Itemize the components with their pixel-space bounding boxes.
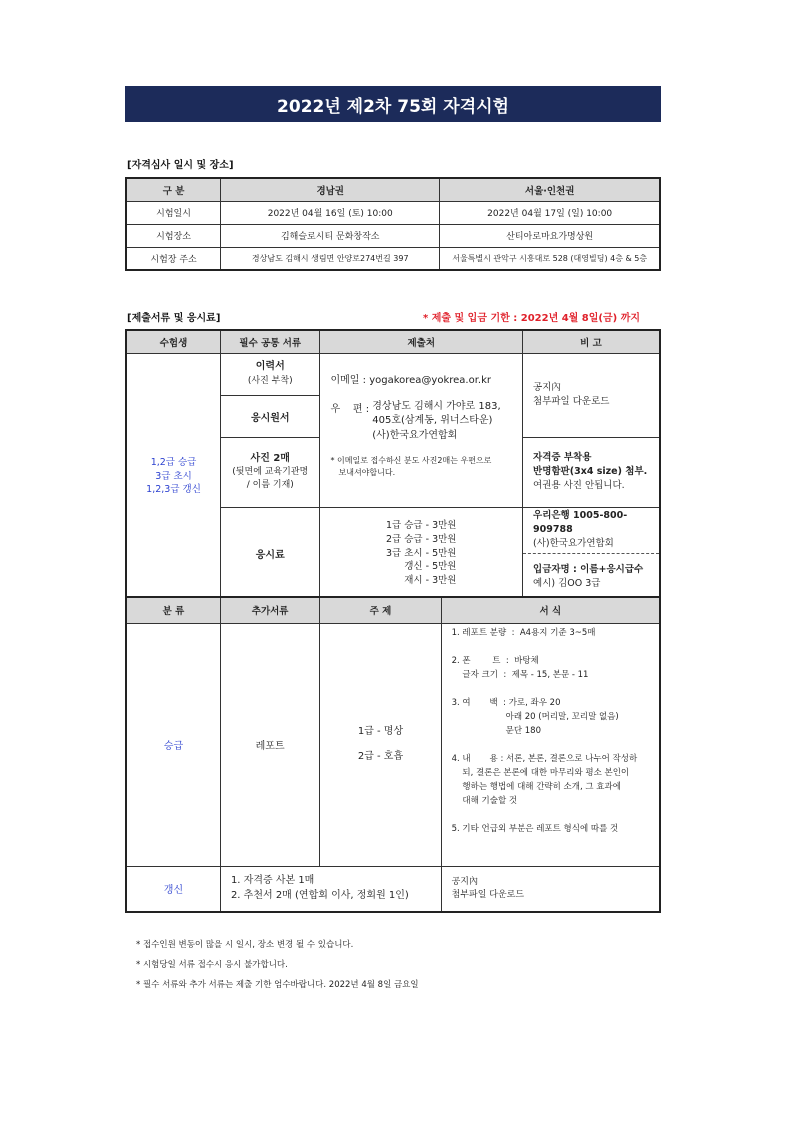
row-label-date: 시험일시	[126, 201, 221, 224]
submit-post	[330, 400, 522, 444]
format-line-5	[452, 682, 659, 696]
fee-item-4: 갱신 - 5만원	[404, 561, 457, 573]
header-remarks: 비 고	[523, 330, 660, 353]
promo-topics	[320, 623, 441, 866]
topic-2: 2급 - 호흡	[357, 750, 404, 762]
format-line-7: 아래 20 (머리말, 꼬리말 없음)	[451, 711, 619, 722]
payer-info	[523, 554, 659, 600]
doc-fee: 응시료	[221, 507, 320, 601]
footnote-2: * 시험당일 서류 접수시 응시 불가합니다.	[136, 960, 288, 970]
header-submit-to: 제출처	[320, 330, 523, 353]
remark-attachment: 첨부파일 다운로드	[533, 396, 610, 407]
remark-download	[523, 353, 660, 437]
section-exam-schedule-heading: [자격심사 일시 및 장소]	[127, 160, 234, 171]
gyeongnam-venue: 김해슬로시티 문화창작소	[221, 224, 440, 247]
submit-post-note	[330, 455, 522, 478]
remark-photo-3: 여권용 사진 안됩니다.	[533, 479, 625, 491]
applicant-type-3: 1,2,3급 갱신	[146, 484, 201, 496]
submit-post-label: 우 편 :	[330, 403, 373, 415]
promo-label: 승급	[126, 623, 220, 866]
submit-post-note-1: * 이메일로 접수하신 분도 사진2매는 우편으로	[330, 456, 492, 465]
remark-bank	[523, 507, 660, 601]
format-line-10: 4. 내 용 : 서론, 본론, 결론으로 나누어 작성하	[451, 753, 638, 764]
additional-docs-table	[125, 596, 661, 913]
header-applicant: 수험생	[126, 330, 221, 353]
seoul-venue: 산티아로마요가명상원	[440, 224, 660, 247]
format-line-9	[452, 738, 659, 752]
bank-info	[523, 508, 659, 554]
format-line-3: 2. 폰 트 : 바탕체	[451, 655, 539, 666]
doc-resume	[221, 353, 320, 395]
gyeongnam-address: 경상남도 김해시 생림면 안양로274번길 397	[221, 247, 440, 270]
renew-remark	[441, 866, 660, 912]
page-title: 2022년 제2차 75회 자격시험	[125, 86, 661, 122]
format-line-11: 되, 결론은 본론에 대한 마무리와 평소 본인이	[451, 767, 630, 778]
renew-label: 갱신	[126, 866, 220, 912]
format-line-14	[452, 808, 659, 822]
format-line-4: 글자 크기 : 제목 - 15, 본문 - 11	[451, 669, 589, 680]
submit-post-note-2: 보내셔야합니다.	[338, 467, 396, 477]
section-documents-heading: [제출서류 및 응시료]	[127, 313, 221, 324]
footnote-1: * 접수인원 변동이 많을 시 일시, 장소 변경 될 수 있습니다.	[136, 940, 354, 950]
payer-example: 예시) 김OO 3급	[533, 577, 601, 589]
fee-list	[320, 507, 523, 601]
format-line-1: 1. 레포트 분량 : A4용지 기준 3~5매	[451, 627, 596, 638]
submit-post-address	[372, 400, 500, 444]
deadline-notice: * 제출 및 입금 기한 : 2022년 4월 8일(금) 까지	[423, 313, 641, 324]
row-label-address: 시험장 주소	[126, 247, 221, 270]
format-line-12: 행하는 행법에 대해 간략히 소개, 그 효과에	[451, 781, 621, 792]
renew-remark-2: 첨부파일 다운로드	[451, 889, 525, 900]
bank-holder: (사)한국요가연합회	[533, 537, 614, 549]
submit-email: 이메일 : yogakorea@yokrea.or.kr	[330, 374, 491, 386]
renew-doc-1: 1. 자격증 사본 1매	[230, 875, 315, 887]
header-additional-docs: 추가서류	[220, 597, 319, 623]
renew-docs	[220, 866, 441, 912]
submit-to-cell	[320, 353, 523, 507]
footnote-3: * 필수 서류와 추가 서류는 제출 기한 엄수바랍니다. 2022년 4월 8일 금요일	[136, 980, 419, 990]
header-gyeongnam: 경남권	[221, 178, 440, 201]
doc-photo-sub2: / 이름 기재)	[246, 480, 294, 491]
doc-application: 응시원서	[221, 395, 320, 437]
documents-table	[125, 329, 661, 602]
bank-account: 우리은행 1005-800-909788	[533, 510, 628, 536]
header-classification: 분 류	[126, 597, 220, 623]
header-topic: 주 제	[320, 597, 441, 623]
footnotes	[136, 935, 419, 995]
doc-resume-sub: (사진 부착)	[247, 375, 293, 386]
fee-item-5: 재시 - 3만원	[404, 575, 457, 587]
gyeongnam-date: 2022년 04월 16일 (토) 10:00	[221, 201, 440, 224]
remark-photo	[523, 437, 660, 507]
payer-rule: 입금자명 : 이름+응시급수	[533, 563, 644, 575]
header-format: 서 식	[441, 597, 660, 623]
format-line-6: 3. 여 백 : 가로, 좌우 20	[451, 697, 561, 708]
report-format	[441, 623, 660, 866]
promo-doc: 레포트	[220, 623, 319, 866]
fee-item-3: 3급 초시 - 5만원	[386, 547, 457, 559]
format-line-8: 문단 180	[451, 725, 541, 736]
remark-photo-1: 자격증 부착용	[533, 452, 592, 464]
doc-photo	[221, 437, 320, 507]
submit-post-line1: 경상남도 김해시 가야로 183,	[372, 400, 501, 412]
applicant-type-1: 1,2급 승급	[150, 456, 197, 468]
exam-schedule-table	[125, 177, 661, 271]
doc-resume-label: 이력서	[255, 361, 285, 373]
doc-photo-label: 사진 2매	[250, 452, 290, 464]
header-required-docs: 필수 공통 서류	[221, 330, 320, 353]
row-label-venue: 시험장소	[126, 224, 221, 247]
applicant-types	[126, 353, 221, 601]
seoul-address: 서울특별시 관악구 시흥대로 528 (대영빌딩) 4층 & 5층	[440, 247, 660, 270]
remark-notice: 공지內	[533, 382, 561, 394]
topic-1: 1급 - 명상	[357, 726, 404, 737]
doc-photo-sub1: (뒷면에 교육기관명	[232, 467, 309, 478]
fee-item-1: 1급 승급 - 3만원	[386, 520, 457, 532]
applicant-type-2: 3급 초시	[155, 470, 192, 482]
header-seoul-incheon: 서울·인천권	[440, 178, 660, 201]
remark-photo-2: 반명함판(3x4 size) 첨부.	[533, 466, 648, 478]
submit-post-line2: 405호(삼계동, 위너스타운)	[372, 415, 493, 426]
format-line-2	[452, 640, 659, 654]
renew-doc-2: 2. 추천서 2매 (연합회 이사, 정회원 1인)	[230, 889, 409, 901]
fee-item-2: 2급 승급 - 3만원	[386, 533, 457, 545]
header-category: 구 분	[126, 178, 221, 201]
seoul-date: 2022년 04월 17일 (일) 10:00	[440, 201, 660, 224]
renew-remark-1: 공지內	[451, 876, 478, 887]
format-line-15: 5. 기타 언급외 부분은 레포트 형식에 따를 것	[451, 823, 619, 834]
submit-post-line3: (사)한국요가연합회	[372, 429, 458, 441]
format-line-13: 대해 기술할 것	[451, 795, 518, 806]
